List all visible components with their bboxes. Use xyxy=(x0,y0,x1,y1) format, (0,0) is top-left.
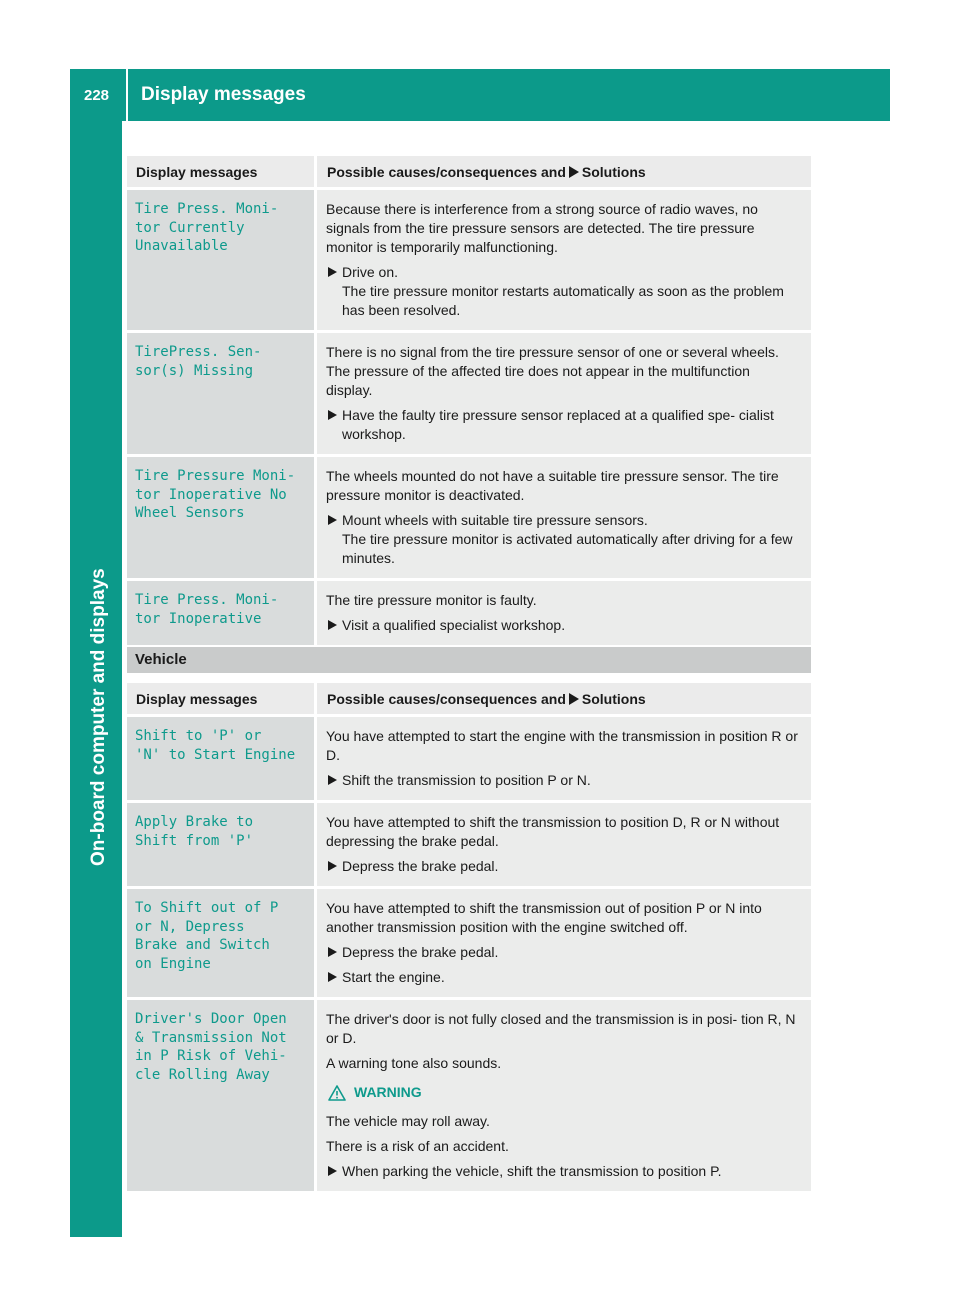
triangle-right-icon xyxy=(328,947,337,957)
warning-heading xyxy=(326,1083,799,1102)
column-header-solutions xyxy=(314,156,811,187)
table-row xyxy=(127,717,811,800)
column-header-solutions xyxy=(314,683,811,714)
table-row xyxy=(127,333,811,454)
solution-step xyxy=(326,616,799,635)
section-header-vehicle xyxy=(127,647,811,673)
column-header-prefix: Possible causes/consequences and xyxy=(327,690,566,707)
message-description xyxy=(314,1000,811,1191)
display-message: Shift to 'P' or 'N' to Start Engine xyxy=(127,717,314,800)
table-row xyxy=(127,803,811,886)
message-description xyxy=(314,717,811,800)
solution-text: Start the engine. xyxy=(342,969,445,985)
page-header xyxy=(70,69,890,121)
solution-text: Depress the brake pedal. xyxy=(342,944,499,960)
table-row xyxy=(127,190,811,330)
cause-text: You have attempted to shift the transmission out of position P or N into another transmission position with the engine switched off. xyxy=(326,900,762,935)
table-header-row xyxy=(127,156,811,187)
solution-text: Visit a qualified specialist workshop. xyxy=(342,617,566,633)
cause-text: The driver's door is not fully closed and the transmission is in posi‑ tion R, N or D. xyxy=(326,1011,796,1046)
triangle-right-icon xyxy=(328,775,337,785)
display-message: Apply Brake to Shift from 'P' xyxy=(127,803,314,886)
cause-text: Because there is interference from a strong source of radio waves, no signals from the tire pressure sensors are detected. The tire pressure monitor is temporarily malfunctioning. xyxy=(326,201,758,255)
page-title: Display messages xyxy=(141,84,306,105)
warning-text: The vehicle may roll away. xyxy=(326,1113,490,1129)
message-description xyxy=(314,190,811,330)
triangle-right-icon xyxy=(569,693,579,705)
solution-step xyxy=(326,1162,799,1181)
solution-text: When parking the vehicle, shift the transmission to position P. xyxy=(342,1163,722,1179)
display-message: TirePress. Sen‑ sor(s) Missing xyxy=(127,333,314,454)
triangle-right-icon xyxy=(328,267,337,277)
message-description xyxy=(314,803,811,886)
solution-step xyxy=(326,968,799,987)
warning-label: WARNING xyxy=(354,1084,422,1100)
message-description xyxy=(314,889,811,997)
solution-step xyxy=(326,511,799,568)
warning-triangle-icon xyxy=(328,1085,346,1101)
cause-text: You have attempted to shift the transmission to position D, R or N without depressing the brake pedal. xyxy=(326,814,780,849)
display-message: To Shift out of P or N, Depress Brake and Switch on Engine xyxy=(127,889,314,997)
triangle-right-icon xyxy=(569,166,579,178)
column-header-prefix: Possible causes/consequences and xyxy=(327,163,566,180)
solution-step xyxy=(326,406,799,444)
cause-text: You have attempted to start the engine with the transmission in position R or D. xyxy=(326,728,798,763)
solution-text: Mount wheels with suitable tire pressure sensors. The tire pressure monitor is activated automatically after driving for a few minutes. xyxy=(342,512,793,566)
triangle-right-icon xyxy=(328,515,337,525)
solution-step xyxy=(326,857,799,876)
table-row xyxy=(127,889,811,997)
column-header-suffix: Solutions xyxy=(581,163,646,180)
solution-text: Depress the brake pedal. xyxy=(342,858,499,874)
display-message: Driver's Door Open & Transmission Not in P Risk of Vehi‑ cle Rolling Away xyxy=(127,1000,314,1191)
cause-text-extra: A warning tone also sounds. xyxy=(326,1055,502,1071)
display-message: Tire Pressure Moni‑ tor Inoperative No Wheel Sensors xyxy=(127,457,314,578)
cause-text: The wheels mounted do not have a suitable tire pressure sensor. The tire pressure monitor is deactivated. xyxy=(326,468,779,503)
message-description xyxy=(314,457,811,578)
messages-table-tire-pressure xyxy=(127,153,811,648)
side-label: On-board computer and displays xyxy=(88,568,109,866)
side-tab xyxy=(70,121,122,1237)
display-message: Tire Press. Moni‑ tor Currently Unavailable xyxy=(127,190,314,330)
warning-text: There is a risk of an accident. xyxy=(326,1138,509,1154)
table-row xyxy=(127,581,811,645)
page-number: 228 xyxy=(84,86,110,104)
cause-text: The tire pressure monitor is faulty. xyxy=(326,592,537,608)
side-marker xyxy=(70,1188,122,1237)
display-message: Tire Press. Moni‑ tor Inoperative xyxy=(127,581,314,645)
messages-table-vehicle xyxy=(127,680,811,1194)
solution-step xyxy=(326,943,799,962)
message-description xyxy=(314,333,811,454)
solution-text: Shift the transmission to position P or N. xyxy=(342,772,591,788)
triangle-right-icon xyxy=(328,972,337,982)
triangle-right-icon xyxy=(328,1166,337,1176)
table-row xyxy=(127,457,811,578)
solution-text: Have the faulty tire pressure sensor replaced at a qualified spe‑ cialist workshop. xyxy=(342,407,774,442)
table-row xyxy=(127,1000,811,1191)
message-description xyxy=(314,581,811,645)
solution-step xyxy=(326,263,799,320)
column-header-display-messages: Display messages xyxy=(127,156,314,187)
triangle-right-icon xyxy=(328,861,337,871)
section-title: Vehicle xyxy=(135,651,187,668)
column-header-suffix: Solutions xyxy=(581,690,646,707)
solution-step xyxy=(326,771,799,790)
triangle-right-icon xyxy=(328,620,337,630)
table-header-row xyxy=(127,683,811,714)
cause-text: There is no signal from the tire pressure sensor of one or several wheels. The pressure of the affected tire does not appear in the multifunction display. xyxy=(326,344,779,398)
triangle-right-icon xyxy=(328,410,337,420)
solution-text: Drive on. The tire pressure monitor restarts automatically as soon as the problem has been resolved. xyxy=(342,264,784,318)
column-header-display-messages: Display messages xyxy=(127,683,314,714)
